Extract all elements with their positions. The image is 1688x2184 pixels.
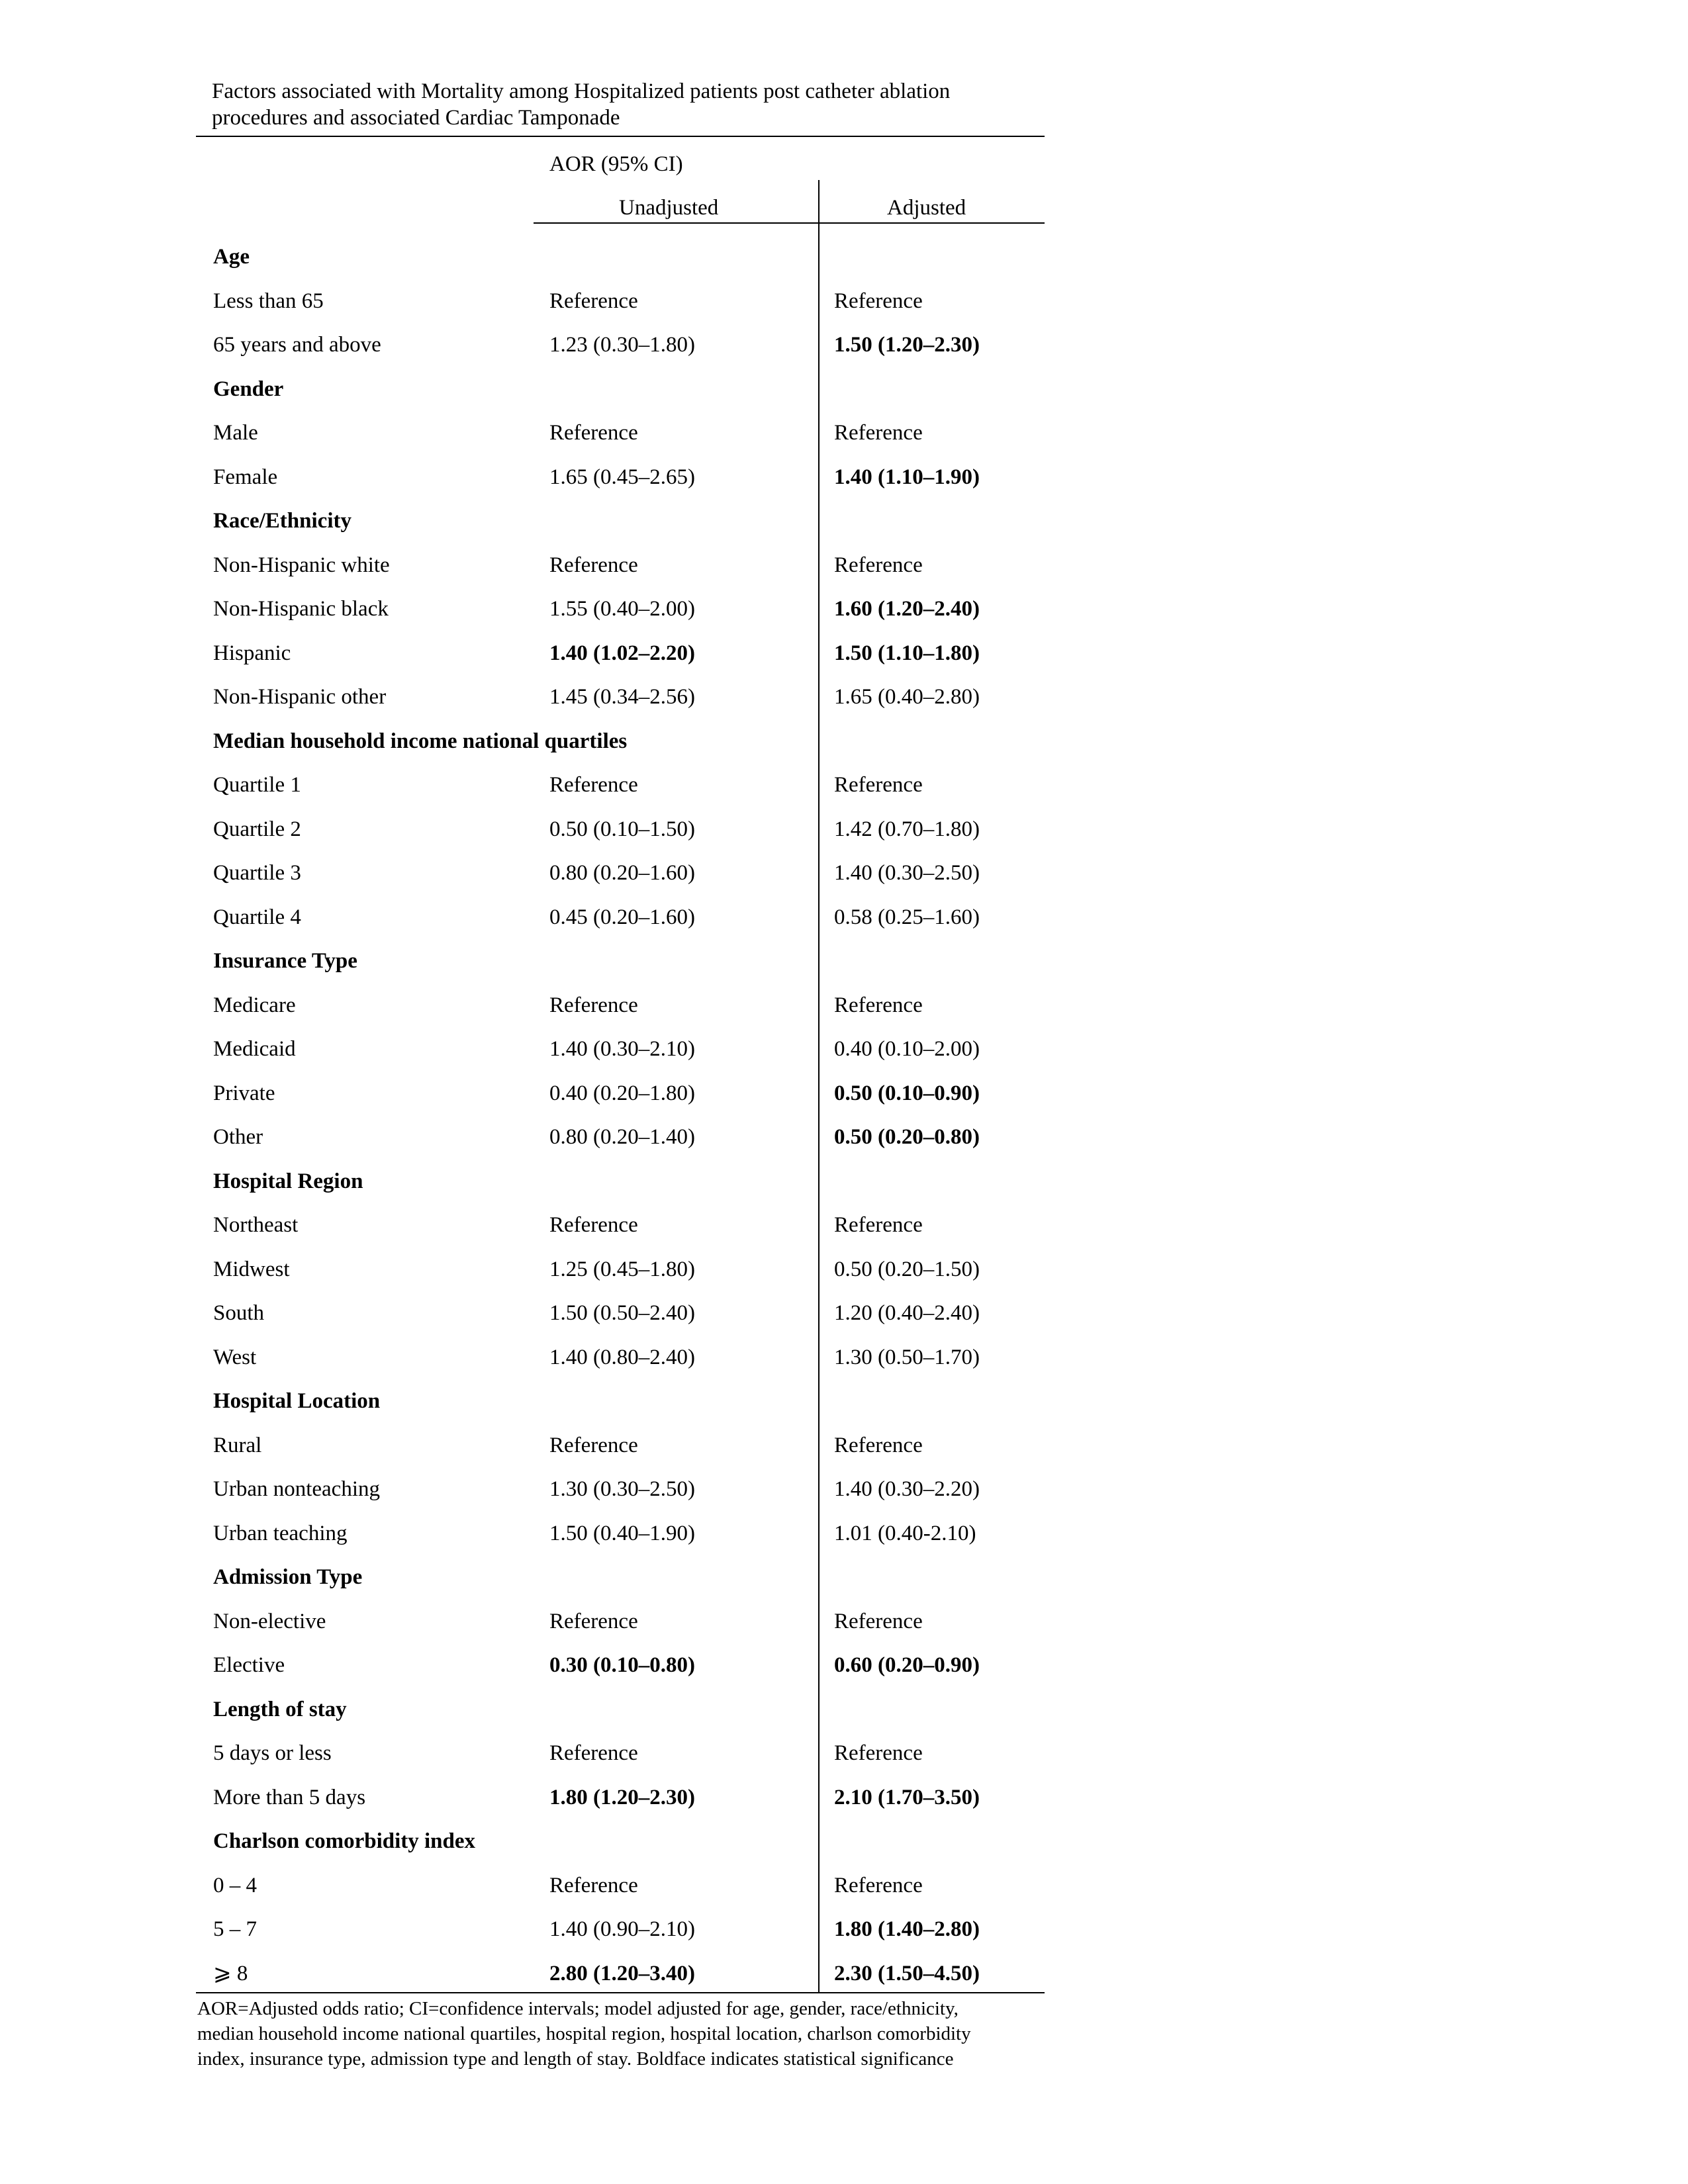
table-row <box>0 684 1059 710</box>
footnote-line: index, insurance type, admission type and length of stay. Boldface indicates statistical significance <box>197 2048 954 2070</box>
row-label: West <box>213 1345 257 1369</box>
unadjusted-cell: 1.55 (0.40–2.00) <box>549 597 695 621</box>
unadjusted-cell: 1.30 (0.30–2.50) <box>549 1477 695 1501</box>
section-label: Insurance Type <box>213 949 357 973</box>
adjusted-cell: 0.40 (0.10–2.00) <box>834 1037 980 1061</box>
section-label: Hospital Region <box>213 1169 363 1193</box>
section-label: Length of stay <box>213 1697 347 1721</box>
table-row <box>0 464 1059 490</box>
section-label: Hospital Location <box>213 1389 381 1413</box>
adjusted-cell: 0.50 (0.20–0.80) <box>834 1125 980 1149</box>
table-row <box>0 1124 1059 1150</box>
adjusted-cell: 1.40 (0.30–2.50) <box>834 861 980 885</box>
row-label: Non-elective <box>213 1609 326 1633</box>
unadjusted-cell: 0.30 (0.10–0.80) <box>549 1653 695 1677</box>
row-label: Private <box>213 1081 275 1105</box>
table-row <box>0 1740 1059 1766</box>
row-label: Quartile 1 <box>213 773 301 797</box>
table-row <box>0 1652 1059 1678</box>
unadjusted-cell: 0.80 (0.20–1.60) <box>549 861 695 885</box>
adjusted-cell: 0.60 (0.20–0.90) <box>834 1653 980 1677</box>
table-row <box>0 860 1059 886</box>
footnote-line: median household income national quartiles, hospital region, hospital location, charlson comorbidity <box>197 2023 971 2044</box>
unadjusted-cell: 1.65 (0.45–2.65) <box>549 465 695 489</box>
unadjusted-cell: 1.40 (0.80–2.40) <box>549 1345 695 1369</box>
unadjusted-cell: Reference <box>549 421 638 445</box>
row-label: Hispanic <box>213 641 291 665</box>
row-label: Quartile 2 <box>213 817 301 841</box>
unadjusted-cell: Reference <box>549 1609 638 1633</box>
row-label: Less than 65 <box>213 289 324 313</box>
row-label: Non-Hispanic black <box>213 597 389 621</box>
footnote-line: AOR=Adjusted odds ratio; CI=confidence intervals; model adjusted for age, gender, race/ethnicity, <box>197 1998 959 2019</box>
unadjusted-cell: Reference <box>549 993 638 1017</box>
table-row <box>0 904 1059 931</box>
section-label: Charlson comorbidity index <box>213 1829 476 1853</box>
unadjusted-cell: 0.45 (0.20–1.60) <box>549 905 695 929</box>
section-header-row <box>0 376 1059 402</box>
section-label: Race/Ethnicity <box>213 509 352 533</box>
section-header-row <box>0 244 1059 270</box>
adjusted-cell: 1.60 (1.20–2.40) <box>834 597 980 621</box>
unadjusted-cell: 0.50 (0.10–1.50) <box>549 817 695 841</box>
table-row <box>0 552 1059 578</box>
row-label: Non-Hispanic other <box>213 685 387 709</box>
adjusted-cell: 1.65 (0.40–2.80) <box>834 685 980 709</box>
unadjusted-cell: 1.40 (0.30–2.10) <box>549 1037 695 1061</box>
section-header-row <box>0 1168 1059 1195</box>
adjusted-cell: Reference <box>834 1609 923 1633</box>
table-row <box>0 1520 1059 1547</box>
adjusted-cell: Reference <box>834 993 923 1017</box>
adjusted-cell: 1.20 (0.40–2.40) <box>834 1301 980 1325</box>
section-header-row <box>0 1388 1059 1414</box>
row-label: Urban nonteaching <box>213 1477 380 1501</box>
row-label: Male <box>213 421 258 445</box>
adjusted-cell: Reference <box>834 553 923 577</box>
table-row <box>0 1872 1059 1899</box>
unadjusted-cell: Reference <box>549 553 638 577</box>
table-row <box>0 1036 1059 1062</box>
unadjusted-cell: 0.80 (0.20–1.40) <box>549 1125 695 1149</box>
adjusted-cell: 1.50 (1.10–1.80) <box>834 641 980 665</box>
row-label: Medicaid <box>213 1037 296 1061</box>
row-label: South <box>213 1301 265 1325</box>
section-header-row <box>0 508 1059 534</box>
row-label: Other <box>213 1125 263 1149</box>
table-row <box>0 772 1059 798</box>
unadjusted-column-header: Unadjusted <box>619 196 719 220</box>
row-label: Quartile 3 <box>213 861 301 885</box>
section-label: Age <box>213 245 250 269</box>
unadjusted-cell: 0.40 (0.20–1.80) <box>549 1081 695 1105</box>
section-header-row <box>0 1696 1059 1723</box>
row-label: 5 – 7 <box>213 1917 257 1941</box>
section-label: Gender <box>213 377 284 401</box>
adjusted-header-rule <box>820 222 1045 224</box>
adjusted-cell: 1.01 (0.40-2.10) <box>834 1521 976 1545</box>
unadjusted-header-rule <box>534 222 820 224</box>
table-row <box>0 1432 1059 1459</box>
row-label: 65 years and above <box>213 333 381 357</box>
unadjusted-cell: Reference <box>549 1213 638 1237</box>
table-row <box>0 1080 1059 1107</box>
row-label: ⩾ 8 <box>213 1961 248 1985</box>
title-rule <box>196 136 1045 137</box>
unadjusted-cell: 1.45 (0.34–2.56) <box>549 685 695 709</box>
row-label: Quartile 4 <box>213 905 301 929</box>
adjusted-cell: Reference <box>834 1213 923 1237</box>
table-row <box>0 420 1059 446</box>
unadjusted-cell: 1.40 (1.02–2.20) <box>549 641 695 665</box>
table-footnote <box>197 1996 1124 2071</box>
unadjusted-cell: Reference <box>549 773 638 797</box>
unadjusted-cell: 1.40 (0.90–2.10) <box>549 1917 695 1941</box>
table-row <box>0 1300 1059 1326</box>
unadjusted-cell: 1.50 (0.40–1.90) <box>549 1521 695 1545</box>
adjusted-cell: Reference <box>834 1741 923 1765</box>
row-label: 0 – 4 <box>213 1873 257 1897</box>
row-label: More than 5 days <box>213 1785 366 1809</box>
unadjusted-cell: Reference <box>549 1873 638 1897</box>
row-label: Female <box>213 465 278 489</box>
row-label: 5 days or less <box>213 1741 332 1765</box>
unadjusted-cell: Reference <box>549 289 638 313</box>
row-label: Non-Hispanic white <box>213 553 390 577</box>
unadjusted-cell: 2.80 (1.20–3.40) <box>549 1961 695 1985</box>
table-row <box>0 1916 1059 1942</box>
table-title: Factors associated with Mortality among Hospitalized patients post catheter ablation procedures and associated Cardiac Tamponade <box>212 79 951 130</box>
table-row <box>0 1212 1059 1238</box>
table-row <box>0 288 1059 314</box>
row-label: Rural <box>213 1433 262 1457</box>
unadjusted-cell: Reference <box>549 1741 638 1765</box>
table-row <box>0 1608 1059 1635</box>
adjusted-cell: Reference <box>834 773 923 797</box>
row-label: Urban teaching <box>213 1521 348 1545</box>
unadjusted-cell: 1.25 (0.45–1.80) <box>549 1257 695 1281</box>
table-row <box>0 332 1059 358</box>
row-label: Midwest <box>213 1257 290 1281</box>
table-row <box>0 1476 1059 1502</box>
adjusted-column-header: Adjusted <box>887 196 966 220</box>
adjusted-cell: 0.58 (0.25–1.60) <box>834 905 980 929</box>
section-header-row <box>0 1828 1059 1854</box>
adjusted-cell: 0.50 (0.20–1.50) <box>834 1257 980 1281</box>
section-header-row <box>0 1564 1059 1590</box>
table-row <box>0 596 1059 622</box>
row-label: Medicare <box>213 993 296 1017</box>
adjusted-cell: 1.80 (1.40–2.80) <box>834 1917 980 1941</box>
adjusted-cell: 0.50 (0.10–0.90) <box>834 1081 980 1105</box>
table-row <box>0 1784 1059 1811</box>
unadjusted-cell: 1.23 (0.30–1.80) <box>549 333 695 357</box>
unadjusted-cell: Reference <box>549 1433 638 1457</box>
adjusted-cell: 2.10 (1.70–3.50) <box>834 1785 980 1809</box>
table-row <box>0 816 1059 842</box>
unadjusted-cell: 1.50 (0.50–2.40) <box>549 1301 695 1325</box>
table-row <box>0 992 1059 1019</box>
adjusted-cell: Reference <box>834 1873 923 1897</box>
adjusted-cell: 1.42 (0.70–1.80) <box>834 817 980 841</box>
unadjusted-cell: 1.80 (1.20–2.30) <box>549 1785 695 1809</box>
row-label: Elective <box>213 1653 285 1677</box>
adjusted-cell: 1.40 (0.30–2.20) <box>834 1477 980 1501</box>
adjusted-cell: 1.40 (1.10–1.90) <box>834 465 980 489</box>
aor-group-header: AOR (95% CI) <box>549 152 683 176</box>
section-label: Admission Type <box>213 1565 363 1589</box>
section-label: Median household income national quartiles <box>213 729 628 753</box>
section-header-row <box>0 948 1059 974</box>
table-row <box>0 1344 1059 1371</box>
adjusted-cell: 1.50 (1.20–2.30) <box>834 333 980 357</box>
adjusted-cell: 1.30 (0.50–1.70) <box>834 1345 980 1369</box>
section-header-row <box>0 728 1059 754</box>
adjusted-cell: Reference <box>834 1433 923 1457</box>
table-row <box>0 1960 1059 1987</box>
bottom-rule <box>196 1992 1045 1993</box>
row-label: Northeast <box>213 1213 299 1237</box>
adjusted-cell: Reference <box>834 421 923 445</box>
table-row <box>0 1256 1059 1283</box>
adjusted-cell: Reference <box>834 289 923 313</box>
table-row <box>0 640 1059 666</box>
adjusted-cell: 2.30 (1.50–4.50) <box>834 1961 980 1985</box>
